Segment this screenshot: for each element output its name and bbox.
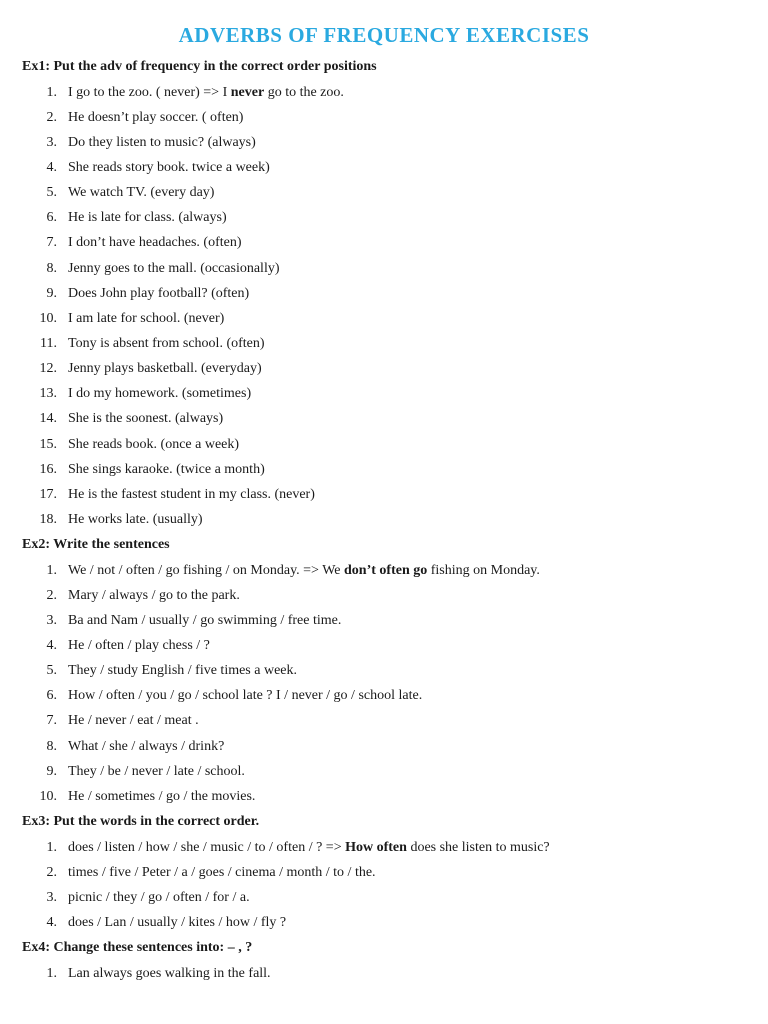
item-text-main: We watch TV. (every day) (68, 185, 215, 201)
item-number: 7. (46, 235, 57, 251)
item-text-main: times / five / Peter / a / goes / cinema / month / to / the. (68, 864, 376, 880)
item-text (68, 637, 210, 655)
item-text (68, 687, 422, 705)
item-number: 10. (39, 788, 57, 804)
item-number: 5. (46, 663, 57, 679)
item-text (68, 385, 251, 403)
list-item (0, 914, 768, 932)
item-number: 18. (39, 512, 57, 527)
item-text (68, 965, 271, 983)
list-item (0, 839, 768, 857)
list-item (0, 410, 768, 428)
section-heading-ex2: Ex2: Write the sentences (22, 537, 170, 552)
list-item (0, 159, 768, 177)
item-text-main: They / study English / five times a week. (68, 663, 298, 679)
item-number: 14. (39, 411, 57, 427)
item-text (68, 738, 224, 756)
item-number: 7. (46, 713, 57, 729)
item-text (68, 184, 214, 202)
item-number: 3. (46, 612, 57, 628)
item-text (68, 486, 315, 504)
list-item (0, 360, 768, 378)
list-item (0, 864, 768, 882)
item-text (68, 562, 540, 580)
item-text-main: She reads story book. twice a week) (68, 159, 270, 175)
item-text-main: Does John play football? (often) (68, 285, 250, 301)
list-item (0, 285, 768, 303)
item-answer-bold: How often (345, 839, 407, 855)
item-number: 6. (46, 210, 57, 226)
item-answer-bold: don’t often go (344, 562, 428, 578)
list-item (0, 587, 768, 605)
item-text (68, 109, 243, 127)
item-text-main: Mary / always / go to the park. (68, 587, 240, 603)
item-number: 10. (39, 310, 57, 326)
item-number: 2. (46, 109, 57, 125)
list-item (0, 461, 768, 479)
item-number: 4. (46, 915, 57, 930)
item-number: 4. (46, 159, 57, 175)
item-text (68, 209, 227, 227)
list-item (0, 738, 768, 756)
item-number: 4. (46, 638, 57, 653)
list-item (0, 712, 768, 730)
list-item (0, 612, 768, 630)
section-heading-ex3: Ex3: Put the words in the correct order. (22, 814, 260, 829)
item-text (68, 436, 239, 454)
item-number: 12. (39, 361, 57, 377)
item-number: 2. (46, 864, 57, 880)
item-text (68, 914, 286, 932)
item-text-end: does she listen to music? (406, 839, 550, 855)
item-text-main: She is the soonest. (always) (68, 411, 224, 427)
list-item (0, 763, 768, 781)
item-text (68, 159, 270, 177)
list-item (0, 84, 768, 102)
item-text (68, 285, 249, 303)
item-text-main: He doesn’t play soccer. ( often) (68, 109, 244, 125)
item-number: 8. (46, 738, 57, 754)
item-text-main: They / be / never / late / school. (68, 763, 245, 779)
list-item (0, 436, 768, 454)
item-number: 3. (46, 134, 57, 150)
item-number: 1. (46, 965, 57, 981)
item-number: 1. (46, 839, 57, 855)
item-text-main: He / often / play chess / ? (68, 638, 210, 653)
item-text-main: Do they listen to music? (always) (68, 134, 256, 150)
item-text-main: Lan always goes walking in the fall. (68, 965, 271, 981)
item-text (68, 84, 344, 102)
item-text-main: He / never / eat / meat . (68, 713, 199, 729)
item-number: 1. (46, 562, 57, 578)
item-text-main: Tony is absent from school. (often) (68, 336, 265, 351)
list-item (0, 788, 768, 806)
list-item (0, 335, 768, 353)
item-number: 9. (46, 285, 57, 301)
list-item (0, 637, 768, 655)
list-item (0, 184, 768, 202)
item-text-main: picnic / they / go / often / for / a. (68, 889, 250, 905)
item-text-main: She sings karaoke. (twice a month) (68, 461, 265, 477)
item-number: 1. (46, 84, 57, 100)
item-text (68, 864, 376, 882)
item-number: 9. (46, 763, 57, 779)
item-text-main: does / Lan / usually / kites / how / fly ? (68, 915, 287, 930)
item-text-main: I do my homework. (sometimes) (68, 386, 252, 402)
item-text (68, 461, 265, 479)
item-text (68, 662, 297, 680)
item-text (68, 612, 341, 630)
item-text-main: I don’t have headaches. (often) (68, 235, 242, 251)
item-text-main: I go to the zoo. ( never) => I (68, 84, 231, 100)
item-number: 16. (39, 461, 57, 477)
item-number: 13. (39, 386, 57, 402)
list-item (0, 209, 768, 227)
item-text-main: We / not / often / go fishing / on Monday. => We (68, 562, 345, 578)
list-item (0, 310, 768, 328)
item-text (68, 712, 199, 730)
list-item (0, 562, 768, 580)
list-item (0, 687, 768, 705)
item-text (68, 889, 250, 907)
item-number: 17. (39, 486, 57, 502)
item-text-main: He works late. (usually) (68, 512, 203, 527)
item-text (68, 410, 223, 428)
item-text-main: I am late for school. (never) (68, 310, 225, 326)
item-number: 6. (46, 688, 57, 704)
list-item (0, 260, 768, 278)
section-heading-ex1: Ex1: Put the adv of frequency in the correct order positions (22, 59, 377, 74)
item-text (68, 360, 262, 378)
item-text-main: He / sometimes / go / the movies. (68, 788, 256, 804)
item-text-main: What / she / always / drink? (68, 738, 225, 754)
list-item (0, 486, 768, 504)
item-number: 3. (46, 889, 57, 905)
item-text (68, 234, 242, 252)
item-text-main: Jenny plays basketball. (everyday) (68, 361, 262, 377)
section-heading-ex4: Ex4: Change these sentences into: – , ? (22, 940, 253, 955)
list-item (0, 662, 768, 680)
item-text (68, 587, 240, 605)
item-number: 2. (46, 587, 57, 603)
item-number: 5. (46, 185, 57, 201)
item-text-main: She reads book. (once a week) (68, 436, 240, 452)
item-number: 11. (40, 336, 57, 351)
item-text (68, 511, 203, 529)
item-text-end: go to the zoo. (264, 84, 344, 100)
item-text-main: He is the fastest student in my class. (never) (68, 486, 315, 502)
item-text (68, 839, 550, 857)
item-text-main: does / listen / how / she / music / to / often / ? => (68, 839, 346, 855)
list-item (0, 134, 768, 152)
item-text-main: Jenny goes to the mall. (occasionally) (68, 260, 280, 276)
item-number: 8. (46, 260, 57, 276)
item-text-main: Ba and Nam / usually / go swimming / free time. (68, 612, 342, 628)
item-text-end: fishing on Monday. (427, 562, 540, 578)
item-number: 15. (39, 436, 57, 452)
item-text-main: How / often / you / go / school late ? I / never / go / school late. (68, 688, 423, 704)
item-text-main: He is late for class. (always) (68, 210, 227, 226)
item-answer-bold: never (230, 84, 265, 100)
item-text (68, 335, 265, 353)
item-text (68, 763, 245, 781)
list-item (0, 234, 768, 252)
list-item (0, 889, 768, 907)
item-text (68, 134, 256, 152)
list-item (0, 511, 768, 529)
item-text (68, 788, 255, 806)
list-item (0, 965, 768, 983)
list-item (0, 385, 768, 403)
item-text (68, 310, 224, 328)
page-title: ADVERBS OF FREQUENCY EXERCISES (178, 23, 590, 47)
item-text (68, 260, 280, 278)
list-item (0, 109, 768, 127)
